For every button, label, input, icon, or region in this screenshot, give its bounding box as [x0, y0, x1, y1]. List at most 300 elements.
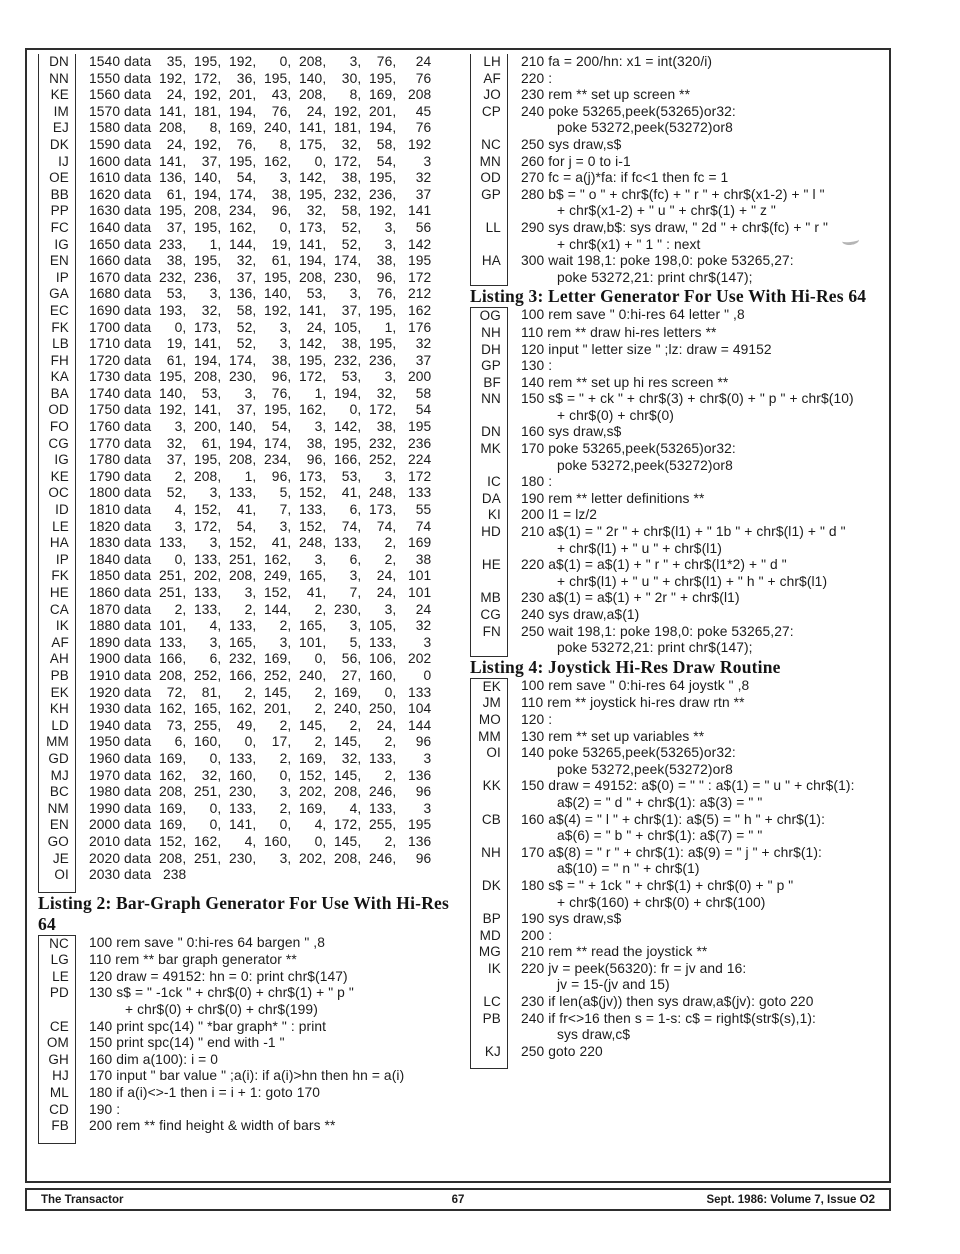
code-line: 170 input " bar value " ;a(i): if a(i)>hn then hn = a(i)	[89, 1068, 405, 1084]
line-number: 1990 data	[89, 800, 152, 816]
checksum-code: KA	[38, 369, 76, 386]
data-value: 145,	[299, 717, 327, 733]
line-number: 1930 data	[89, 701, 152, 717]
code-column	[521, 54, 712, 71]
data-value: 32	[415, 336, 432, 352]
data-value: 0,	[209, 750, 222, 766]
code-column	[521, 845, 822, 878]
data-value: 152,	[194, 502, 222, 518]
line-number: 1970 data	[89, 767, 152, 783]
checksum-code: NC	[38, 935, 76, 953]
data-value: 246,	[369, 784, 397, 800]
code-line: 150 print spc(14) " end with -1 "	[89, 1035, 285, 1051]
data-value: 58,	[236, 302, 257, 318]
checksum-code: EK	[38, 685, 76, 702]
code-line: 230 if len(a$(jv)) then sys draw,a$(jv): goto 220	[521, 994, 814, 1010]
checksum-code: MB	[470, 590, 508, 607]
data-value: 201,	[264, 701, 292, 717]
data-statement-line	[89, 668, 431, 685]
code-column	[521, 391, 854, 424]
code-line: 160 a$(4) = " l " + chr$(1): a$(5) = " h " + chr$(1):	[521, 811, 826, 827]
data-value: 152,	[299, 767, 327, 783]
listing-row	[470, 71, 891, 88]
code-column	[521, 695, 745, 712]
data-value: 142	[407, 236, 432, 252]
data-value: 76,	[271, 385, 292, 401]
data-value: 45	[415, 103, 432, 119]
checksum-code: OI	[38, 867, 76, 893]
data-value: 136,	[229, 286, 257, 302]
listing-row	[38, 585, 462, 602]
data-value: 145,	[334, 734, 362, 750]
code-line: 130 rem ** set up variables **	[521, 728, 705, 744]
code-column	[89, 867, 186, 893]
data-value: 140,	[229, 419, 257, 435]
code-column	[89, 734, 431, 751]
data-value: 3,	[174, 518, 187, 534]
checksum-code: EK	[470, 678, 508, 696]
listing-row	[38, 969, 462, 986]
data-value: 140,	[299, 70, 327, 86]
data-value: 246,	[369, 850, 397, 866]
data-value: 104	[407, 701, 432, 717]
listing-row	[38, 353, 462, 370]
code-column	[89, 784, 431, 801]
data-value: 2,	[384, 767, 397, 783]
listing-row	[38, 801, 462, 818]
line-number: 1550 data	[89, 70, 152, 86]
data-value: 3,	[209, 485, 222, 501]
data-value: 252,	[369, 452, 397, 468]
data-statement-line	[89, 369, 431, 386]
code-column	[89, 386, 431, 403]
data-value: 169,	[159, 750, 187, 766]
listing-row	[38, 751, 462, 768]
data-value: 0,	[279, 817, 292, 833]
data-value: 145,	[334, 767, 362, 783]
checksum-code: CG	[470, 607, 508, 624]
data-statement-line	[89, 270, 431, 287]
code-line: 150 s$ = " + ck " + chr$(3) + chr$(0) + " p " + chr$(10)	[521, 391, 854, 407]
code-line: + chr$(l1) + " u " + chr$(l1)	[557, 540, 722, 556]
code-column	[89, 1052, 218, 1069]
listing-row	[470, 358, 891, 375]
listing-row	[38, 519, 462, 536]
data-value: 169,	[299, 750, 327, 766]
data-statement-line	[89, 320, 431, 337]
data-value: 175,	[299, 136, 327, 152]
code-line: 240 sys draw,a$(1)	[521, 607, 640, 622]
data-value: 173,	[299, 468, 327, 484]
checksum-code: GH	[38, 1052, 76, 1069]
checksum-code: NC	[470, 137, 508, 154]
checksum-code: OD	[38, 402, 76, 419]
code-column	[521, 507, 597, 524]
checksum-code: EN	[38, 253, 76, 270]
code-line: 140 print spc(14) " *bar graph* " : print	[89, 1018, 327, 1034]
data-value: 32,	[376, 385, 397, 401]
data-value: 52,	[236, 319, 257, 335]
data-value: 76	[415, 70, 432, 86]
data-statement-line	[89, 867, 186, 884]
code-column	[521, 590, 740, 607]
code-column	[521, 878, 793, 911]
code-column	[89, 568, 431, 585]
data-value: 2,	[244, 601, 257, 617]
listing-2-heading: Listing 2: Bar-Graph Generator For Use With Hi-Res 64	[38, 892, 450, 934]
data-value: 6,	[174, 734, 187, 750]
line-number: 1750 data	[89, 402, 152, 418]
data-value: 208,	[194, 468, 222, 484]
code-column	[89, 1102, 120, 1119]
listing-row	[38, 369, 462, 386]
listing-row	[38, 635, 462, 652]
checksum-code: GP	[470, 187, 508, 220]
right-column	[470, 54, 891, 1069]
line-number: 1870 data	[89, 601, 152, 617]
listing-row	[38, 834, 462, 851]
data-value: 38,	[271, 186, 292, 202]
data-value: 43,	[271, 87, 292, 103]
line-number: 1680 data	[89, 286, 152, 302]
code-column	[89, 154, 431, 171]
listing-row	[38, 502, 462, 519]
data-value: 133,	[229, 800, 257, 816]
listing-row	[470, 54, 891, 71]
data-value: 169,	[159, 800, 187, 816]
code-column	[89, 120, 431, 137]
data-value: 195,	[229, 153, 257, 169]
checksum-code: MG	[470, 944, 508, 961]
data-value: 192,	[264, 302, 292, 318]
data-value: 234,	[229, 203, 257, 219]
data-value: 194,	[194, 186, 222, 202]
data-value: 255,	[369, 817, 397, 833]
code-line: 200 rem ** find height & width of bars **	[89, 1118, 336, 1134]
data-value: 195,	[334, 435, 362, 451]
listing-row	[38, 419, 462, 436]
data-value: 0,	[244, 734, 257, 750]
data-statement-line	[89, 751, 431, 768]
data-value: 195,	[264, 70, 292, 86]
checksum-code: MO	[470, 712, 508, 729]
code-column	[89, 469, 431, 486]
code-column	[521, 104, 736, 137]
checksum-code: CD	[38, 1102, 76, 1119]
code-column	[89, 585, 431, 602]
data-value: 96,	[376, 269, 397, 285]
data-statement-line	[89, 502, 431, 519]
checksum-code: HA	[38, 535, 76, 552]
data-value: 141,	[299, 236, 327, 252]
data-value: 101	[407, 568, 432, 584]
code-line: 290 sys draw,b$: sys draw, " 2d " + chr$(fc) + " r "	[521, 219, 828, 235]
code-column	[521, 342, 772, 359]
code-line: 140 poke 53265,peek(53265)or32:	[521, 745, 736, 761]
data-value: 0	[423, 667, 432, 683]
data-value: 0,	[314, 833, 327, 849]
data-value: 141,	[299, 120, 327, 136]
checksum-code: PD	[38, 985, 76, 1018]
data-value: 3,	[244, 585, 257, 600]
data-value: 234,	[264, 452, 292, 468]
code-line: poke 53272,peek(53272)or8	[557, 457, 733, 473]
data-value: 248,	[299, 535, 327, 551]
data-value: 2,	[279, 618, 292, 634]
line-number: 1660 data	[89, 253, 152, 269]
listing-row	[470, 375, 891, 392]
data-value: 133,	[159, 535, 187, 551]
line-number: 1810 data	[89, 502, 152, 518]
data-value: 37	[415, 352, 432, 368]
code-column	[89, 618, 431, 635]
code-column	[89, 71, 431, 88]
data-value: 160,	[264, 833, 292, 849]
data-statement-line	[89, 386, 431, 403]
data-value: 76,	[271, 103, 292, 119]
data-value: 195,	[159, 369, 187, 385]
code-line: 120 :	[521, 711, 553, 727]
checksum-code: LL	[470, 220, 508, 253]
data-value: 133	[407, 684, 432, 700]
data-value: 252,	[194, 667, 222, 683]
code-column	[521, 307, 745, 325]
data-value: 208,	[159, 784, 187, 800]
data-value: 136	[407, 833, 432, 849]
line-number: 1840 data	[89, 551, 152, 567]
data-value: 172,	[334, 817, 362, 833]
data-value: 81,	[201, 684, 222, 700]
code-line: 160 sys draw,s$	[521, 424, 622, 440]
line-number: 2000 data	[89, 817, 152, 833]
code-line: a$(6) = " b " + chr$(1): a$(7) = " "	[557, 828, 763, 844]
data-value: 73,	[166, 717, 187, 733]
line-number: 1950 data	[89, 734, 152, 750]
data-value: 195,	[369, 302, 397, 318]
data-statement-line	[89, 353, 431, 370]
data-value: 165,	[299, 568, 327, 584]
data-value: 194,	[194, 352, 222, 368]
checksum-code: NN	[470, 391, 508, 424]
data-value: 74,	[376, 518, 397, 534]
code-column	[89, 519, 431, 536]
checksum-code: NM	[38, 801, 76, 818]
data-value: 54,	[236, 518, 257, 534]
data-value: 195,	[159, 203, 187, 219]
code-column	[89, 286, 431, 303]
checksum-code: CE	[38, 1019, 76, 1036]
data-value: 37,	[201, 153, 222, 169]
data-value: 54,	[376, 153, 397, 169]
code-column	[89, 436, 431, 453]
data-value: 3,	[279, 518, 292, 534]
data-value: 133,	[334, 535, 362, 551]
code-column	[89, 237, 431, 254]
line-number: 1940 data	[89, 717, 152, 733]
data-value: 169,	[334, 684, 362, 700]
data-value: 195,	[299, 186, 327, 202]
data-value: 230,	[229, 369, 257, 385]
data-value: 152,	[299, 518, 327, 534]
code-column	[521, 1011, 816, 1044]
listing-row	[38, 1085, 462, 1102]
code-line: 220 jv = peek(56320): fr = jv and 16:	[521, 960, 747, 976]
code-column	[89, 668, 431, 685]
listing-row	[470, 391, 891, 424]
data-value: 172,	[194, 70, 222, 86]
line-number: 1980 data	[89, 784, 152, 800]
data-value: 5,	[349, 634, 362, 650]
data-value: 230,	[229, 784, 257, 800]
data-value: 141,	[159, 103, 187, 119]
code-column	[89, 552, 431, 569]
listing-row	[38, 54, 462, 71]
data-value: 8,	[279, 136, 292, 152]
code-column	[89, 952, 297, 969]
data-value: 230,	[334, 601, 362, 617]
data-value: 195,	[194, 54, 222, 69]
checksum-code: HD	[470, 524, 508, 557]
listing-row	[38, 71, 462, 88]
checksum-code: KE	[38, 87, 76, 104]
data-statement-line	[89, 851, 431, 868]
listing-row	[38, 552, 462, 569]
checksum-code: DN	[38, 54, 76, 71]
data-value: 240,	[299, 667, 327, 683]
line-number: 1770 data	[89, 435, 152, 451]
data-value: 142,	[299, 336, 327, 352]
listing-row	[38, 320, 462, 337]
data-value: 160,	[369, 667, 397, 683]
code-column	[521, 678, 749, 696]
data-value: 54,	[236, 170, 257, 186]
data-value: 2,	[384, 833, 397, 849]
data-value: 3,	[314, 419, 327, 435]
code-line: 100 rem save " 0:hi-res 64 joystk " ,8	[521, 677, 750, 693]
data-value: 133,	[369, 800, 397, 816]
line-number: 1860 data	[89, 585, 152, 600]
data-value: 4,	[244, 833, 257, 849]
data-value: 49,	[236, 717, 257, 733]
data-value: 24,	[166, 87, 187, 103]
data-statement-line	[89, 237, 431, 254]
code-line: 160 dim a(100): i = 0	[89, 1051, 219, 1067]
data-value: 53,	[201, 385, 222, 401]
listing-row	[38, 104, 462, 121]
data-value: 30,	[341, 70, 362, 86]
data-value: 0,	[174, 319, 187, 335]
checksum-code: JM	[470, 695, 508, 712]
listing-row	[470, 712, 891, 729]
listing-row	[470, 878, 891, 911]
code-line: 200 :	[521, 927, 553, 943]
data-value: 141,	[159, 153, 187, 169]
data-value: 173,	[194, 319, 222, 335]
checksum-code: ID	[38, 502, 76, 519]
listing-row	[38, 386, 462, 403]
listing-row	[470, 104, 891, 137]
data-statement-line	[89, 87, 431, 104]
data-value: 141,	[229, 817, 257, 833]
data-value: 56	[415, 219, 432, 235]
checksum-code: KH	[38, 701, 76, 718]
data-statement-line	[89, 485, 431, 502]
footer-bar	[25, 1188, 891, 1211]
code-line: + chr$(x1-2) + " u " + chr$(1) + " z "	[557, 203, 776, 219]
checksum-code: MM	[470, 729, 508, 746]
data-value: 52,	[236, 336, 257, 352]
checksum-code: JO	[470, 87, 508, 104]
code-column	[89, 54, 431, 71]
data-value: 192,	[159, 70, 187, 86]
data-value: 252,	[264, 667, 292, 683]
data-value: 96	[415, 734, 432, 750]
data-value: 96,	[271, 203, 292, 219]
code-line: 120 input " letter size " ;lz: draw = 49152	[521, 341, 772, 357]
data-value: 101,	[159, 618, 187, 634]
checksum-code: GO	[38, 834, 76, 851]
code-column	[89, 402, 431, 419]
data-value: 208,	[194, 203, 222, 219]
code-column	[89, 220, 431, 237]
line-number: 1570 data	[89, 103, 152, 119]
data-value: 3,	[174, 419, 187, 435]
data-value: 212	[407, 286, 432, 302]
checksum-code: IK	[38, 618, 76, 635]
data-value: 160,	[194, 734, 222, 750]
listing-row	[38, 303, 462, 320]
footer-issue-label: Sept. 1986: Volume 7, Issue O2	[706, 1193, 875, 1206]
code-line: jv = 15-(jv and 15)	[557, 977, 670, 993]
data-value: 0,	[279, 219, 292, 235]
code-line: sys draw,c$	[557, 1027, 631, 1043]
data-value: 3,	[314, 551, 327, 567]
data-value: 3,	[384, 601, 397, 617]
data-value: 192,	[194, 136, 222, 152]
data-value: 162,	[229, 701, 257, 717]
data-value: 3,	[279, 319, 292, 335]
code-column	[521, 441, 736, 474]
data-value: 194,	[229, 435, 257, 451]
data-value: 3,	[279, 170, 292, 186]
data-value: 0,	[279, 767, 292, 783]
data-value: 76,	[236, 136, 257, 152]
data-value: 240,	[334, 701, 362, 717]
data-statement-line	[89, 651, 431, 668]
checksum-code: PP	[38, 203, 76, 220]
data-value: 7,	[349, 585, 362, 600]
code-line: 110 rem ** joystick hi-res draw rtn **	[521, 695, 745, 711]
data-value: 4,	[174, 502, 187, 518]
data-value: 195,	[369, 336, 397, 352]
data-value: 41,	[306, 585, 327, 600]
data-value: 38,	[271, 352, 292, 368]
data-value: 37,	[166, 219, 187, 235]
code-line: 280 b$ = " o " + chr$(fc) + " r " + chr$(x1-2) + " l "	[521, 186, 825, 202]
code-column	[521, 729, 704, 746]
data-value: 32,	[166, 435, 187, 451]
listing-row	[470, 137, 891, 154]
data-statement-line	[89, 552, 431, 569]
code-column	[521, 220, 828, 253]
data-value: 3,	[384, 236, 397, 252]
checksum-code: OI	[470, 745, 508, 778]
data-value: 54	[415, 402, 432, 418]
data-value: 2,	[279, 717, 292, 733]
data-value: 208,	[334, 784, 362, 800]
listing-row	[470, 944, 891, 961]
data-statement-line	[89, 336, 431, 353]
